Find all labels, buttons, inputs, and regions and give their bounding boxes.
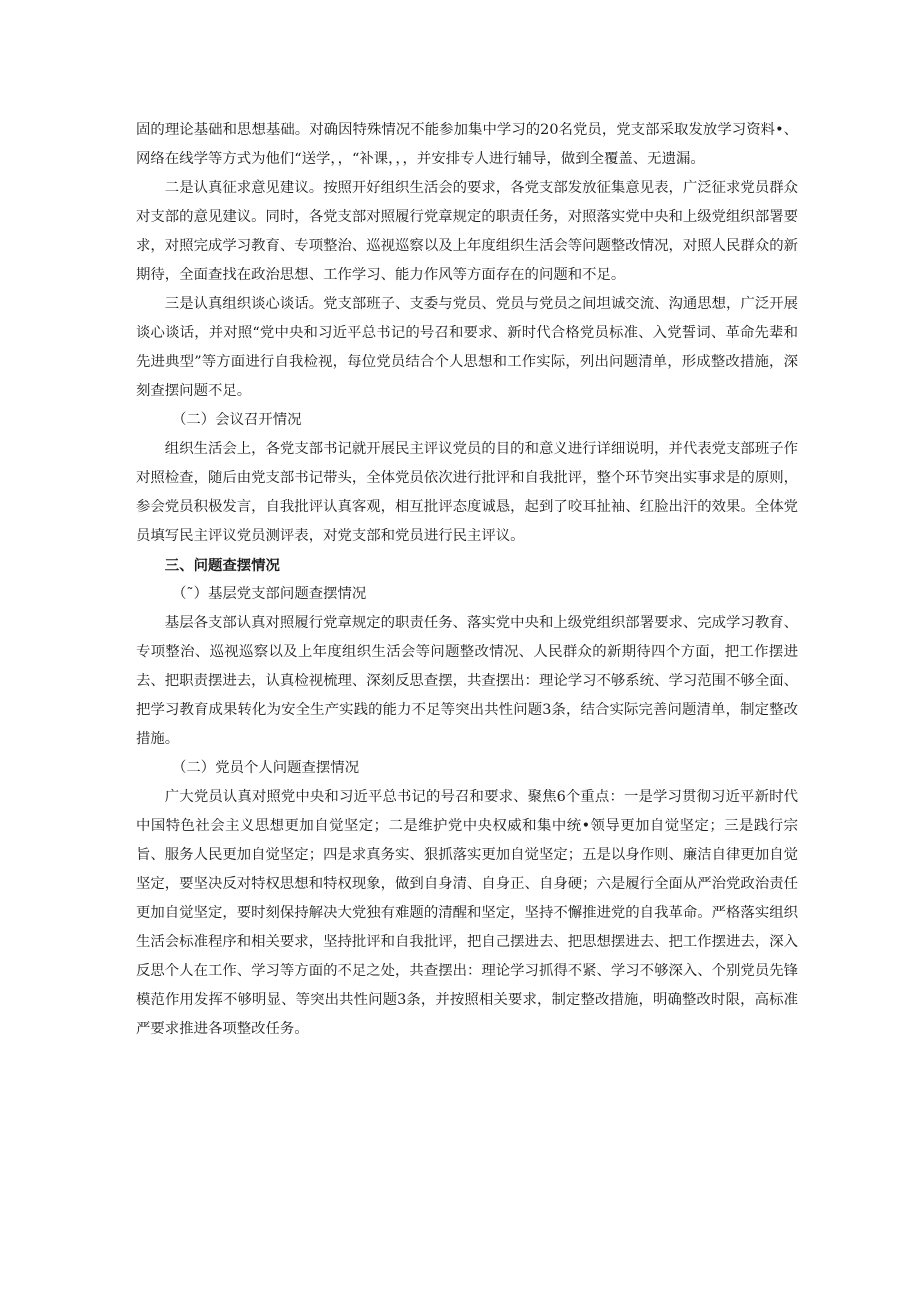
paragraph-solicit-opinions: 二是认真征求意见建议。按照开好组织生活会的要求，各党支部发放征集意见表，广泛征求党员群众对支部的意见建议。同时，各党支部对照履行党章规定的职责任务，对照落实党中央和上级党组织部署要求，对照完成学习教育、专项整治、巡视巡察以及上年度组织生活会等问题整改情况，对照人民群众的新期待，全面查找在政治思想、工作学习、能力作风等方面存在的问题和不足。 (136, 180, 798, 283)
paragraph-heart-to-heart-talks: 三是认真组织谈心谈话。党支部班子、支委与党员、党员与党员之间坦诚交流、沟通思想，广泛开展谈心谈话，并对照“党中央和习近平总书记的号召和要求、新时代合格党员标准、入党誓词、革命先辈和先进典型”等方面进行自我检视，每位党员结合个人思想和工作实际，列出问题清单，形成整改措施，深刻查摆问题不足。 (136, 296, 798, 399)
paragraph-continuation: 固的理论基础和思想基础。对确因特殊情况不能参加集中学习的20名党员，党支部采取发放学习资料•、网络在线学等方式为他们“送学，，“补课，，，并安排专人进行辅导，做到全覆盖、无遗漏。 (136, 122, 798, 167)
paragraph-meeting-process: 组织生活会上，各党支部书记就开展民主评议党员的目的和意义进行详细说明，并代表党支部班子作对照检查，随后由党支部书记带头，全体党员依次进行批评和自我批评，整个环节突出实事求是的原则，参会党员积极发言，自我批评认真客观，相互批评态度诚恳，起到了咬耳扯袖、红脸出汗的效果。全体党员填写民主评议党员测评表，对党支部和党员进行民主评议。 (136, 441, 798, 544)
subheading-branch-problems: （˜）基层党支部问题查摆情况 (172, 586, 367, 602)
paragraph-branch-problems: 基层各支部认真对照履行党章规定的职责任务、落实党中央和上级党组织部署要求、完成学习教育、专项整治、巡视巡察以及上年度组织生活会等问题整改情况、人民群众的新期待四个方面，把工作摆进去、把职责摆进去，认真检视梳理、深刻反思查摆，共查摆出：理论学习不够系统、学习范围不够全面、把学习教育成果转化为安全生产实践的能力不足等突出共性问题3条，结合实际完善问题清单，制定整改措施。 (136, 615, 798, 747)
section-heading-problem-finding: 三、问题查摆情况 (164, 557, 280, 574)
document-page (136, 116, 798, 1044)
subheading-member-problems: （二）党员个人问题查摆情况 (172, 760, 360, 776)
paragraph-member-problems: 广大党员认真对照党中央和习近平总书记的号召和要求、聚焦6个重点：一是学习贯彻习近平新时代中国特色社会主义思想更加自觉坚定；二是维护党中央权威和集中统•领导更加自觉坚定；三是践行宗旨、服务人民更加自觉坚定；四是求真务实、狠抓落实更加自觉坚定；五是以身作则、廉洁自律更加自觉坚定，要坚决反对特权思想和特权现象，做到自身清、自身正、自身硬；六是履行全面从严治党政治责任更加自觉坚定，要时刻保持解决大党独有难题的清醒和坚定，坚持不懈推进党的自我革命。严格落实组织生活会标准程序和相关要求，坚持批评和自我批评，把自己摆进去、把思想摆进去、把工作摆进去，深入反思个人在工作、学习等方面的不足之处，共查摆出：理论学习抓得不紧、学习不够深入、个别党员先锋模范作用发挥不够明显、等突出共性问题3条，并按照相关要求，制定整改措施，明确整改时限，高标准严要求推进各项整改任务。 (136, 789, 798, 1037)
subheading-meeting-held: （二）会议召开情况 (172, 412, 302, 428)
